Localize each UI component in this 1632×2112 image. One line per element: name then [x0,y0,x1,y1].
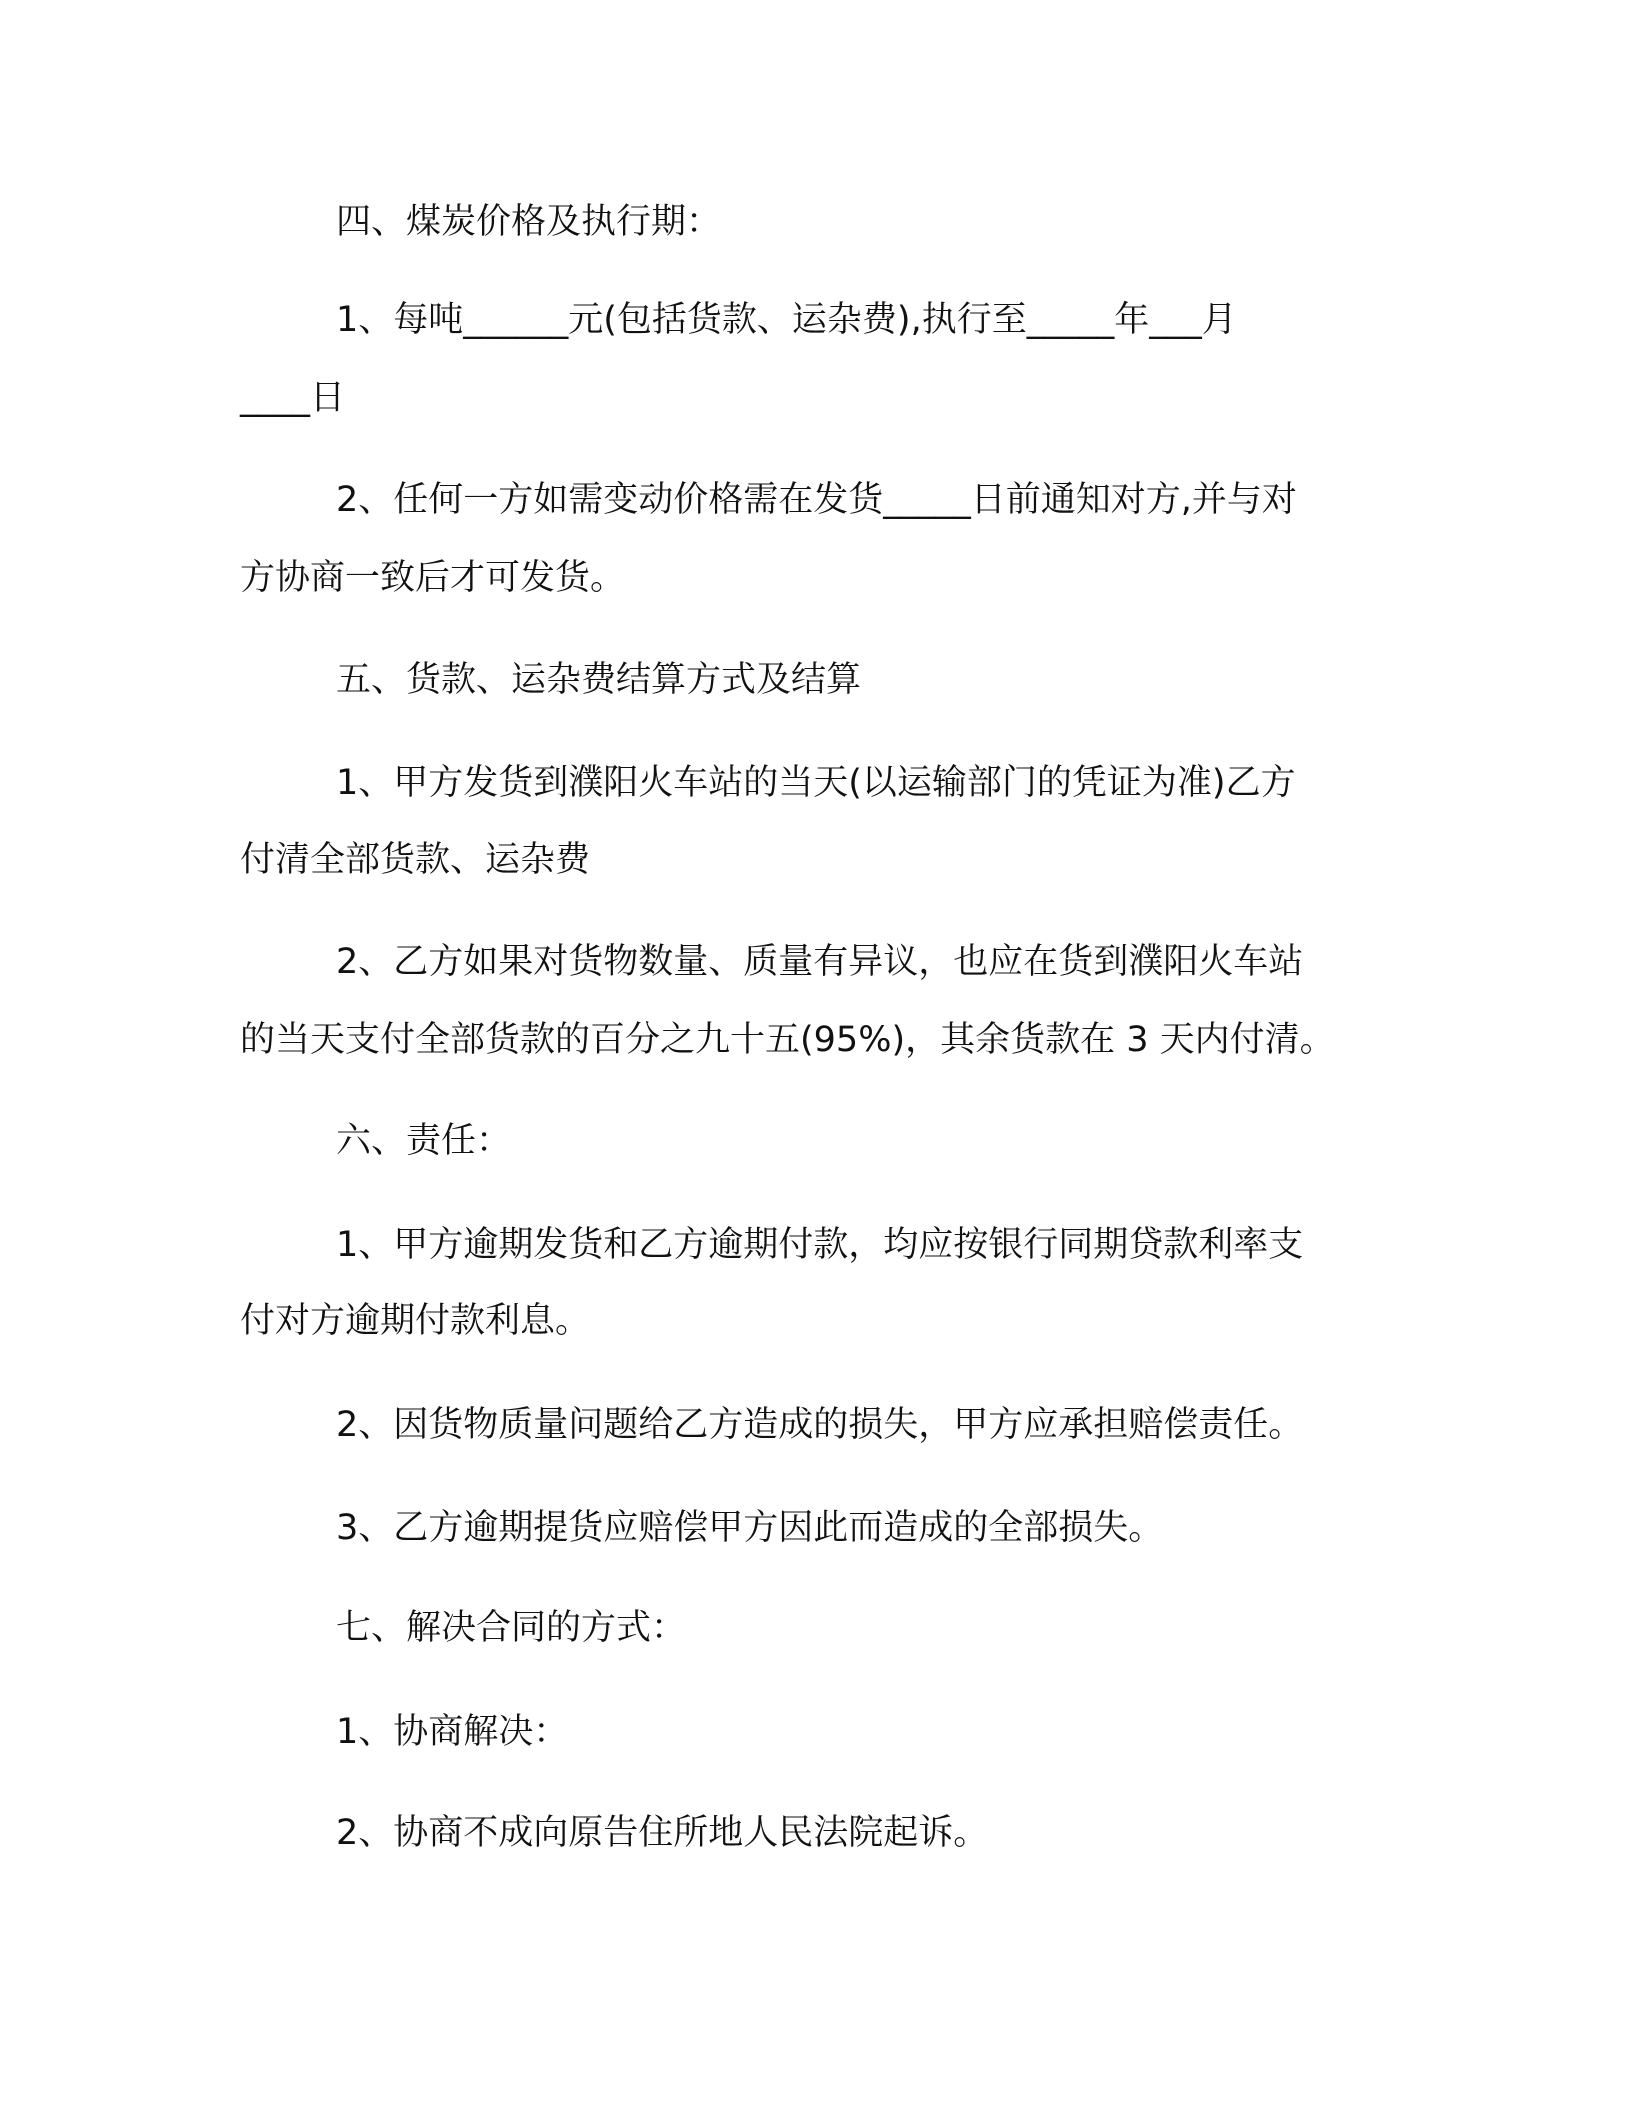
section-5-item-2-line-2: 的当天支付全部货款的百分之九十五(95%)，其余货款在 3 天内付清。 [240,1020,1335,1060]
section-4-item-2-line-1: 2、任何一方如需变动价格需在发货_____日前通知对方,并与对 [336,480,1297,520]
section-6-item-3: 3、乙方逾期提货应赔偿甲方因此而造成的全部损失。 [336,1508,1164,1548]
section-6-heading: 六、责任： [336,1121,512,1161]
section-7-heading: 七、解决合同的方式： [336,1608,687,1648]
section-6-item-1-line-2: 付对方逾期付款利息。 [240,1301,591,1341]
section-6-item-2: 2、因货物质量问题给乙方造成的损失，甲方应承担赔偿责任。 [336,1405,1304,1445]
section-5-heading: 五、货款、运杂费结算方式及结算 [336,660,862,700]
section-4-heading: 四、煤炭价格及执行期： [336,202,722,242]
section-7-item-1: 1、协商解决： [336,1712,569,1752]
section-4-item-1-line-1: 1、每吨______元(包括货款、运杂费),执行至_____年___月 [336,300,1237,340]
section-5-item-1-line-2: 付清全部货款、运杂费 [240,840,591,880]
section-4-item-1-line-2: ____日 [240,378,346,418]
section-5-item-1-line-1: 1、甲方发货到濮阳火车站的当天(以运输部门的凭证为准)乙方 [336,763,1296,803]
section-6-item-1-line-1: 1、甲方逾期发货和乙方逾期付款，均应按银行同期贷款利率支 [336,1225,1304,1265]
section-5-item-2-line-1: 2、乙方如果对货物数量、质量有异议，也应在货到濮阳火车站 [336,942,1304,982]
section-7-item-2: 2、协商不成向原告住所地人民法院起诉。 [336,1813,989,1853]
section-4-item-2-line-2: 方协商一致后才可发货。 [240,558,626,598]
